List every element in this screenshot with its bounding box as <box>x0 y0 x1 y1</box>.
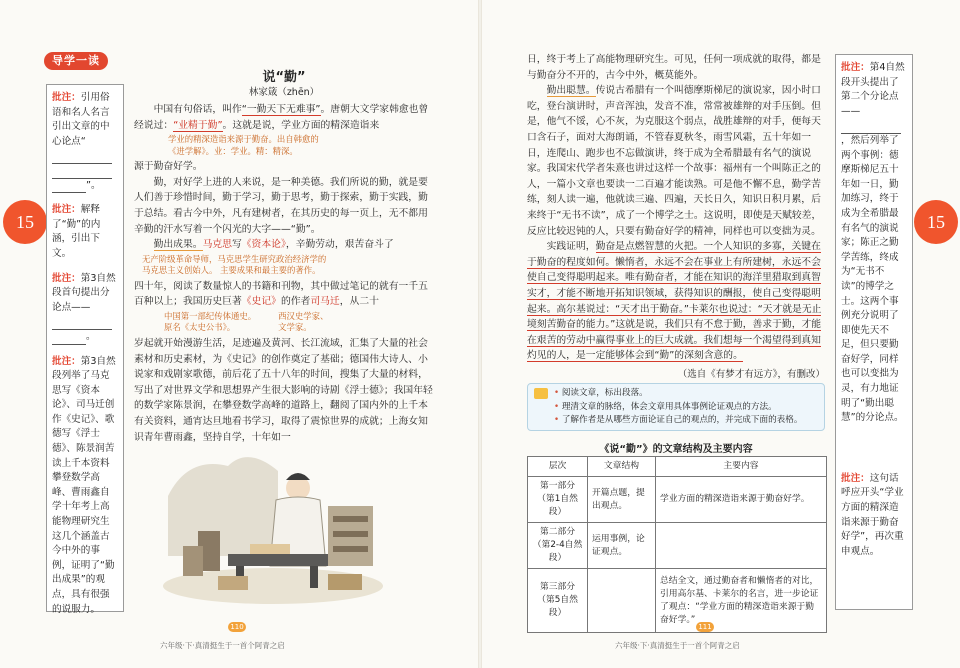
table-row <box>528 569 827 633</box>
text-span: 写 <box>231 239 242 251</box>
table-header: 主要内容 <box>656 457 827 477</box>
text-span: 。唐朝大文学家韩愈也曾经说过： <box>134 104 429 131</box>
annotation-tail: ，然后列举了两个事例：德摩斯梯尼五十年如一日，勤加练习，终于成为全希腊最有名气的演说家；陈正之勤学苦练，终成为“无书不读”的博学之士。这两个事例充分说明了即使先天不足，但只要勤奋好学，同样也可以变拙为灵，有力地证明了“勤出聪慧”的分论点。 <box>841 134 904 424</box>
text-span: ，从二十 <box>339 296 379 308</box>
annotation-text: 这句话呼应开头“学业方面的精深造诣来源于勤奋好学”，再次重申观点。 <box>841 472 904 557</box>
annotation-text: 第4自然段开头提出了第二个分论点—— <box>841 62 905 117</box>
gloss-block <box>164 311 256 334</box>
annotation-label: 批注： <box>52 204 81 216</box>
annotation-2 <box>52 203 118 261</box>
folio-left: 110 <box>228 622 246 632</box>
text-span: ，辛勤劳动，艰苦奋斗了 <box>285 239 394 251</box>
page-number-right: 15 <box>914 200 958 244</box>
gloss-note <box>164 311 434 334</box>
answer-blank[interactable] <box>52 168 112 179</box>
quote-highlight: “一勤天下无难事” <box>241 104 321 115</box>
section-badge: 导学一读 <box>44 52 108 70</box>
table-cell-content: 总结全文，通过勤奋者和懒惰者的对比，引用高尔基、卡莱尔的名言，进一步论证了观点：“学业方面的精深造诣来源于勤奋好学。” <box>656 569 827 633</box>
annotation-text: 解释了“勤”的内涵，引出下文。 <box>52 204 101 259</box>
table-cell-structure: 运用事例，论证观点。 <box>588 523 656 569</box>
text-span: 实践证明， <box>546 241 596 253</box>
name-highlight: 司马迁 <box>310 296 340 308</box>
gloss-line: 无产阶级革命导师，马克思学生研究政治经济学的 <box>142 253 327 264</box>
folio-right: 111 <box>696 622 714 632</box>
name-highlight: 马克思 <box>202 239 232 251</box>
text-span: 中国有句俗话，叫作 <box>153 104 242 115</box>
answer-blank[interactable] <box>52 153 112 164</box>
annotation-4 <box>52 355 118 618</box>
article-title: 说“勤” <box>262 70 306 85</box>
table-cell-level: 第三部分 （第5自然段） <box>528 569 588 633</box>
tip-item: • 阅读文章，标出段落。 <box>554 388 648 398</box>
conclusion-highlight: 我们想每一个渴望得到真知灼见的人，是一定能够体会到“勤”的深刻含意的。 <box>527 334 821 362</box>
text-span: 四十年，阅读了数量惊人的书籍和刊物，其中做过笔记的就有一千五百种以上；我国历史巨著 <box>134 280 428 308</box>
answer-blank[interactable] <box>52 334 86 345</box>
gloss-line: 西汉史学家、 <box>278 310 329 321</box>
reading-tips-box <box>527 383 825 431</box>
table-header: 层次 <box>528 457 588 477</box>
article-author: 林家箴（zhēn） <box>248 87 320 98</box>
answer-blank[interactable] <box>52 319 112 330</box>
gloss-line: 文学家。 <box>278 322 312 333</box>
gloss-note <box>168 134 434 157</box>
gloss-line: 学业的精深造诣来源于勤奋。出自韩愈的 <box>168 134 319 145</box>
table-title: 《说“勤”》的文章结构及主要内容 <box>599 444 753 455</box>
book-icon <box>534 388 548 399</box>
tip-item: • 了解作者是从哪些方面论证自己的观点的，并完成下面的表格。 <box>554 415 803 425</box>
quote-highlight: “业精于勤” <box>173 119 223 131</box>
paragraph-3-body: 岁起就开始漫游生活，足迹遍及黄河、长江流域，汇集了大量的社会素材和历史素材，为《史记》的创作奠定了基础；德国伟大诗人、小说家和戏剧家歌德，前后花了五十八年的时间，搜集了大量的材料，写出了对世界文学和思想界产生很大影响的诗剧《浮士德》；我国年轻的数学家陈景润，在攀登数学高峰的道路上，翻阅了国内外的上千本有关资料，通宵达旦地看书学习，取得了震惊世界的成就；上海女知识青年曹雨鑫，坚持自学，十年如一 <box>134 337 433 443</box>
footer-right: 六年级·下·真清挺生于一首个阿青之启 <box>615 641 740 650</box>
book-highlight: 《史记》 <box>241 296 281 308</box>
gloss-line: 中国第一部纪传体通史。 <box>164 310 257 321</box>
tip-text: 了解作者是从哪些方面论证自己的观点的，并完成下面的表格。 <box>561 415 803 425</box>
text-span: 勤奋是点燃智慧的火把。一个人知识的多寡，关键在于勤奋的程度如何。懒惰者，永远不会在事业上有所建树，永远不会使自己变得聪明起来。唯有勤奋者，才能在知识的海洋里猎取到真智实才，才能不断地开拓知识领域，获得知识的酬报，使自己变得聪明起来。高尔基说过：“天才出于勤奋。”卡莱尔也说过：“天才就是无止境刻苦勤奋的能力。”这就是说，我们只有不怠于勤，善求于勤，才能在艰苦的劳动中赢得事业上的巨大成就。 <box>527 241 822 346</box>
annotation-label: 批注： <box>52 92 81 103</box>
table-cell-content: 学业方面的精深造诣来源于勤奋好学。 <box>656 477 827 523</box>
text-span: 。这就是说，学业方面的精深造诣来 <box>222 119 380 131</box>
page-number-left: 15 <box>3 200 47 244</box>
table-header-row <box>528 457 827 477</box>
paragraph-3-end: 日，终于考上了高能物理研究生。可见，任何一项成就的取得，都是与勤奋分不开的，古今中外，概莫能外。 <box>527 54 821 81</box>
article-right-page <box>527 52 825 382</box>
paragraph-5 <box>527 239 825 364</box>
table-cell-level: 第一部分 （第1自然段） <box>528 477 588 523</box>
annotation-tail: 。 <box>86 330 96 342</box>
book-highlight: 《资本论》 <box>241 239 286 251</box>
answer-blank[interactable] <box>841 123 901 134</box>
paragraph-3 <box>134 237 434 253</box>
annotation-text: 引用俗语和名人名言引出文章的中心论点“ <box>52 92 110 147</box>
paragraph-1-end: 源于勤奋好学。 <box>134 161 203 173</box>
gloss-note <box>142 254 434 277</box>
book-gutter <box>478 0 482 668</box>
annotation-label: 批注： <box>52 355 81 367</box>
table-cell-content-blank[interactable] <box>656 523 827 569</box>
annotation-label: 批注： <box>52 272 81 284</box>
annotation-label: 批注： <box>841 62 870 73</box>
gloss-block <box>278 311 328 334</box>
paragraph-2: 勤，对好学上进的人来说，是一种美德。我们所说的勤，就是要人们善于珍惜时间，勤于学习，勤于思考，勤于探索，勤于实践，勤于总结。看古今中外，凡有建树者，在其历史的每一页上，无不都用辛勤的汗水写着一个闪光的大字——“勤”。 <box>134 176 428 235</box>
annotation-text: 第3自然段列举了马克思写《资本论》、司马迁创作《史记》、歌德写《浮士德》、陈景润苦读上千本资料攀登数学高峰、曹雨鑫自学十年考上高能物理研究生这几个涵盖古今中外的事例，证明了“勤出成果”的观点，具有很强的说服力。 <box>52 355 116 615</box>
gloss-line: 原名《太史公书》。 <box>164 322 236 333</box>
right-annotation-column <box>835 54 913 610</box>
tip-text: 理清文章的脉络，体会文章用具体事例论证观点的方法。 <box>561 401 777 412</box>
annotation-label: 批注： <box>841 472 870 484</box>
paragraph-1 <box>134 102 434 133</box>
gloss-line: 《进学解》。业：学业。精：精深。 <box>168 145 298 156</box>
structure-table <box>527 456 827 633</box>
subclaim-highlight: 勤出成果。 <box>153 239 203 251</box>
subclaim-highlight: 勤出聪慧。 <box>546 85 596 97</box>
scholar-illustration <box>158 436 388 608</box>
table-row <box>528 477 827 523</box>
annotation-3 <box>52 272 118 345</box>
table-cell-level: 第二部分 （第2-4自然段） <box>528 523 588 569</box>
article-left-page <box>134 70 434 445</box>
paragraph-3-cont <box>134 279 434 310</box>
answer-blank[interactable] <box>52 182 86 193</box>
tip-item: • 理清文章的脉络，体会文章用具体事例论证观点的方法。 <box>554 401 777 412</box>
paragraph-4 <box>527 83 825 239</box>
article-source: （选自《有梦才有远方》，有删改） <box>677 368 825 380</box>
annotation-5 <box>841 61 907 426</box>
table-cell-structure-blank[interactable] <box>588 569 656 633</box>
table-cell-structure: 开篇点题，提出观点。 <box>588 477 656 523</box>
table-row <box>528 523 827 569</box>
table-header: 文章结构 <box>588 457 656 477</box>
text-span: 传说古希腊有一个叫德摩斯梯尼的演说家，因小时口吃，登台演讲时，声音浑浊，发音不准，常常被雄辩的对手压倒。但是，他气不馁，心不灰，为克服这个弱点，战胜雄辩的对手，便每天口含石子，面对大海朗诵，不管春夏秋冬，雨雪风霜，五十年如一日，连爬山、跑步也不忘做演讲，终于成为全希腊最有名气的演说家。我国宋代学者朱熹也讲过这样一个故事：福州有一个叫陈正之的人，一篇小文章也要读一二百遍才能读熟。可是他不懈不息，勤学苦练，刻人读一遍，他就读三遍、四遍，天长日久，知识日积月累，后来终于“无书不读”，成了一个博学之士。这说明，即使是天赋较差，反应比较迟钝的人，只要有勤奋好学的精神，同样也可以变拙为灵。 <box>527 85 822 237</box>
text-span: 的作者 <box>280 296 311 308</box>
annotation-text: 第3自然段首句提出分论点—— <box>52 272 116 313</box>
left-annotation-column <box>46 84 124 615</box>
footer-left: 六年级·下·真清挺生于一首个阿青之启 <box>160 641 285 650</box>
gloss-line: 马克思主义创始人。 主要成果和最主要的著作。 <box>142 265 321 276</box>
tip-text: 阅读文章，标出段落。 <box>561 388 648 398</box>
annotation-1 <box>52 91 118 193</box>
annotation-6 <box>841 472 907 560</box>
annotation-tail: ”。 <box>86 179 101 191</box>
